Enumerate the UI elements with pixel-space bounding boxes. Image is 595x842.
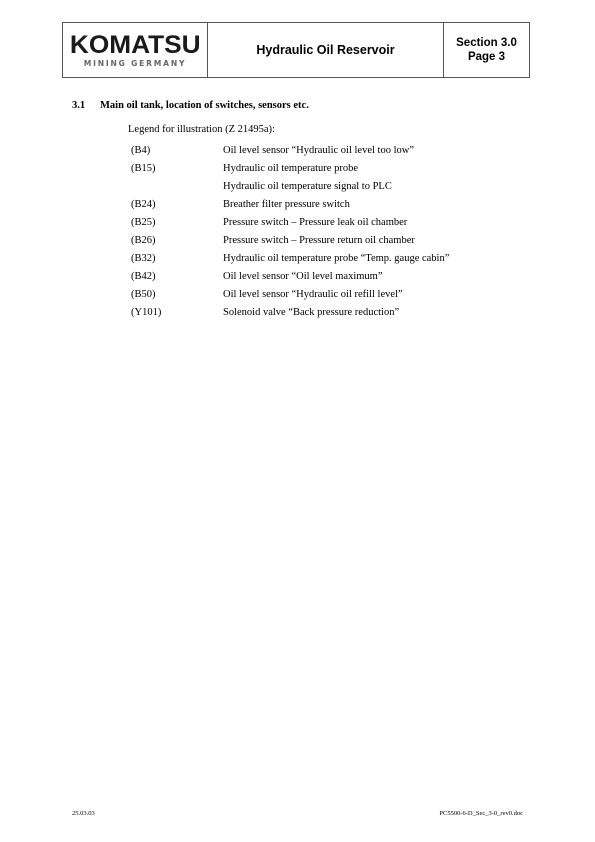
legend-item bbox=[131, 160, 449, 178]
legend-item bbox=[131, 286, 449, 304]
page-header bbox=[62, 22, 530, 78]
heading-text: Main oil tank, location of switches, sensors etc. bbox=[100, 100, 309, 111]
logo-subtitle: MINING GERMANY bbox=[83, 58, 187, 68]
section-number: Section 3.0 bbox=[456, 37, 517, 49]
legend-code: (Y101) bbox=[131, 307, 162, 318]
legend-description: Pressure switch – Pressure leak oil chamber bbox=[223, 217, 408, 228]
legend-item bbox=[131, 268, 449, 286]
legend-title: Legend for illustration (Z 21495a): bbox=[128, 124, 275, 135]
legend-description: Oil level sensor “Hydraulic oil refill level” bbox=[223, 289, 403, 300]
legend-code: (B24) bbox=[131, 199, 156, 210]
legend-item bbox=[131, 196, 449, 214]
legend-code: (B15) bbox=[131, 163, 156, 174]
legend-description: Oil level sensor “Oil level maximum” bbox=[223, 271, 383, 282]
legend-description: Solenoid valve “Back pressure reduction” bbox=[223, 307, 400, 318]
logo-wordmark: KOMATSU bbox=[69, 30, 201, 59]
document-title: Hydraulic Oil Reservoir bbox=[208, 23, 444, 77]
legend-code: (B4) bbox=[131, 145, 151, 156]
legend-code bbox=[131, 178, 223, 196]
legend-description: Pressure switch – Pressure return oil chamber bbox=[223, 235, 415, 246]
legend-item bbox=[131, 232, 449, 250]
legend-code: (B26) bbox=[131, 235, 156, 246]
legend-code: (B42) bbox=[131, 271, 156, 282]
legend-code: (B50) bbox=[131, 289, 156, 300]
legend-item bbox=[131, 250, 449, 268]
page-number: Page 3 bbox=[467, 51, 506, 63]
legend-code: (B32) bbox=[131, 253, 156, 264]
footer-filename: PC5500-6-D_Sec_3-0_rev0.doc bbox=[439, 810, 523, 817]
legend-list bbox=[131, 142, 449, 322]
footer-date: 25.03.03 bbox=[72, 810, 95, 817]
legend-description: Hydraulic oil temperature probe “Temp. gauge cabin” bbox=[223, 253, 450, 264]
company-logo bbox=[63, 23, 208, 77]
legend-item bbox=[131, 304, 449, 322]
legend-item bbox=[131, 142, 449, 160]
legend-description: Hydraulic oil temperature signal to PLC bbox=[223, 181, 392, 192]
section-heading bbox=[72, 100, 309, 111]
section-info bbox=[444, 23, 529, 77]
legend-item bbox=[131, 214, 449, 232]
legend-item bbox=[131, 178, 449, 196]
heading-number: 3.1 bbox=[72, 100, 86, 111]
legend-description: Hydraulic oil temperature probe bbox=[223, 163, 358, 174]
legend-code: (B25) bbox=[131, 217, 156, 228]
legend-description: Breather filter pressure switch bbox=[223, 199, 350, 210]
legend-description: Oil level sensor “Hydraulic oil level too low” bbox=[223, 145, 414, 156]
